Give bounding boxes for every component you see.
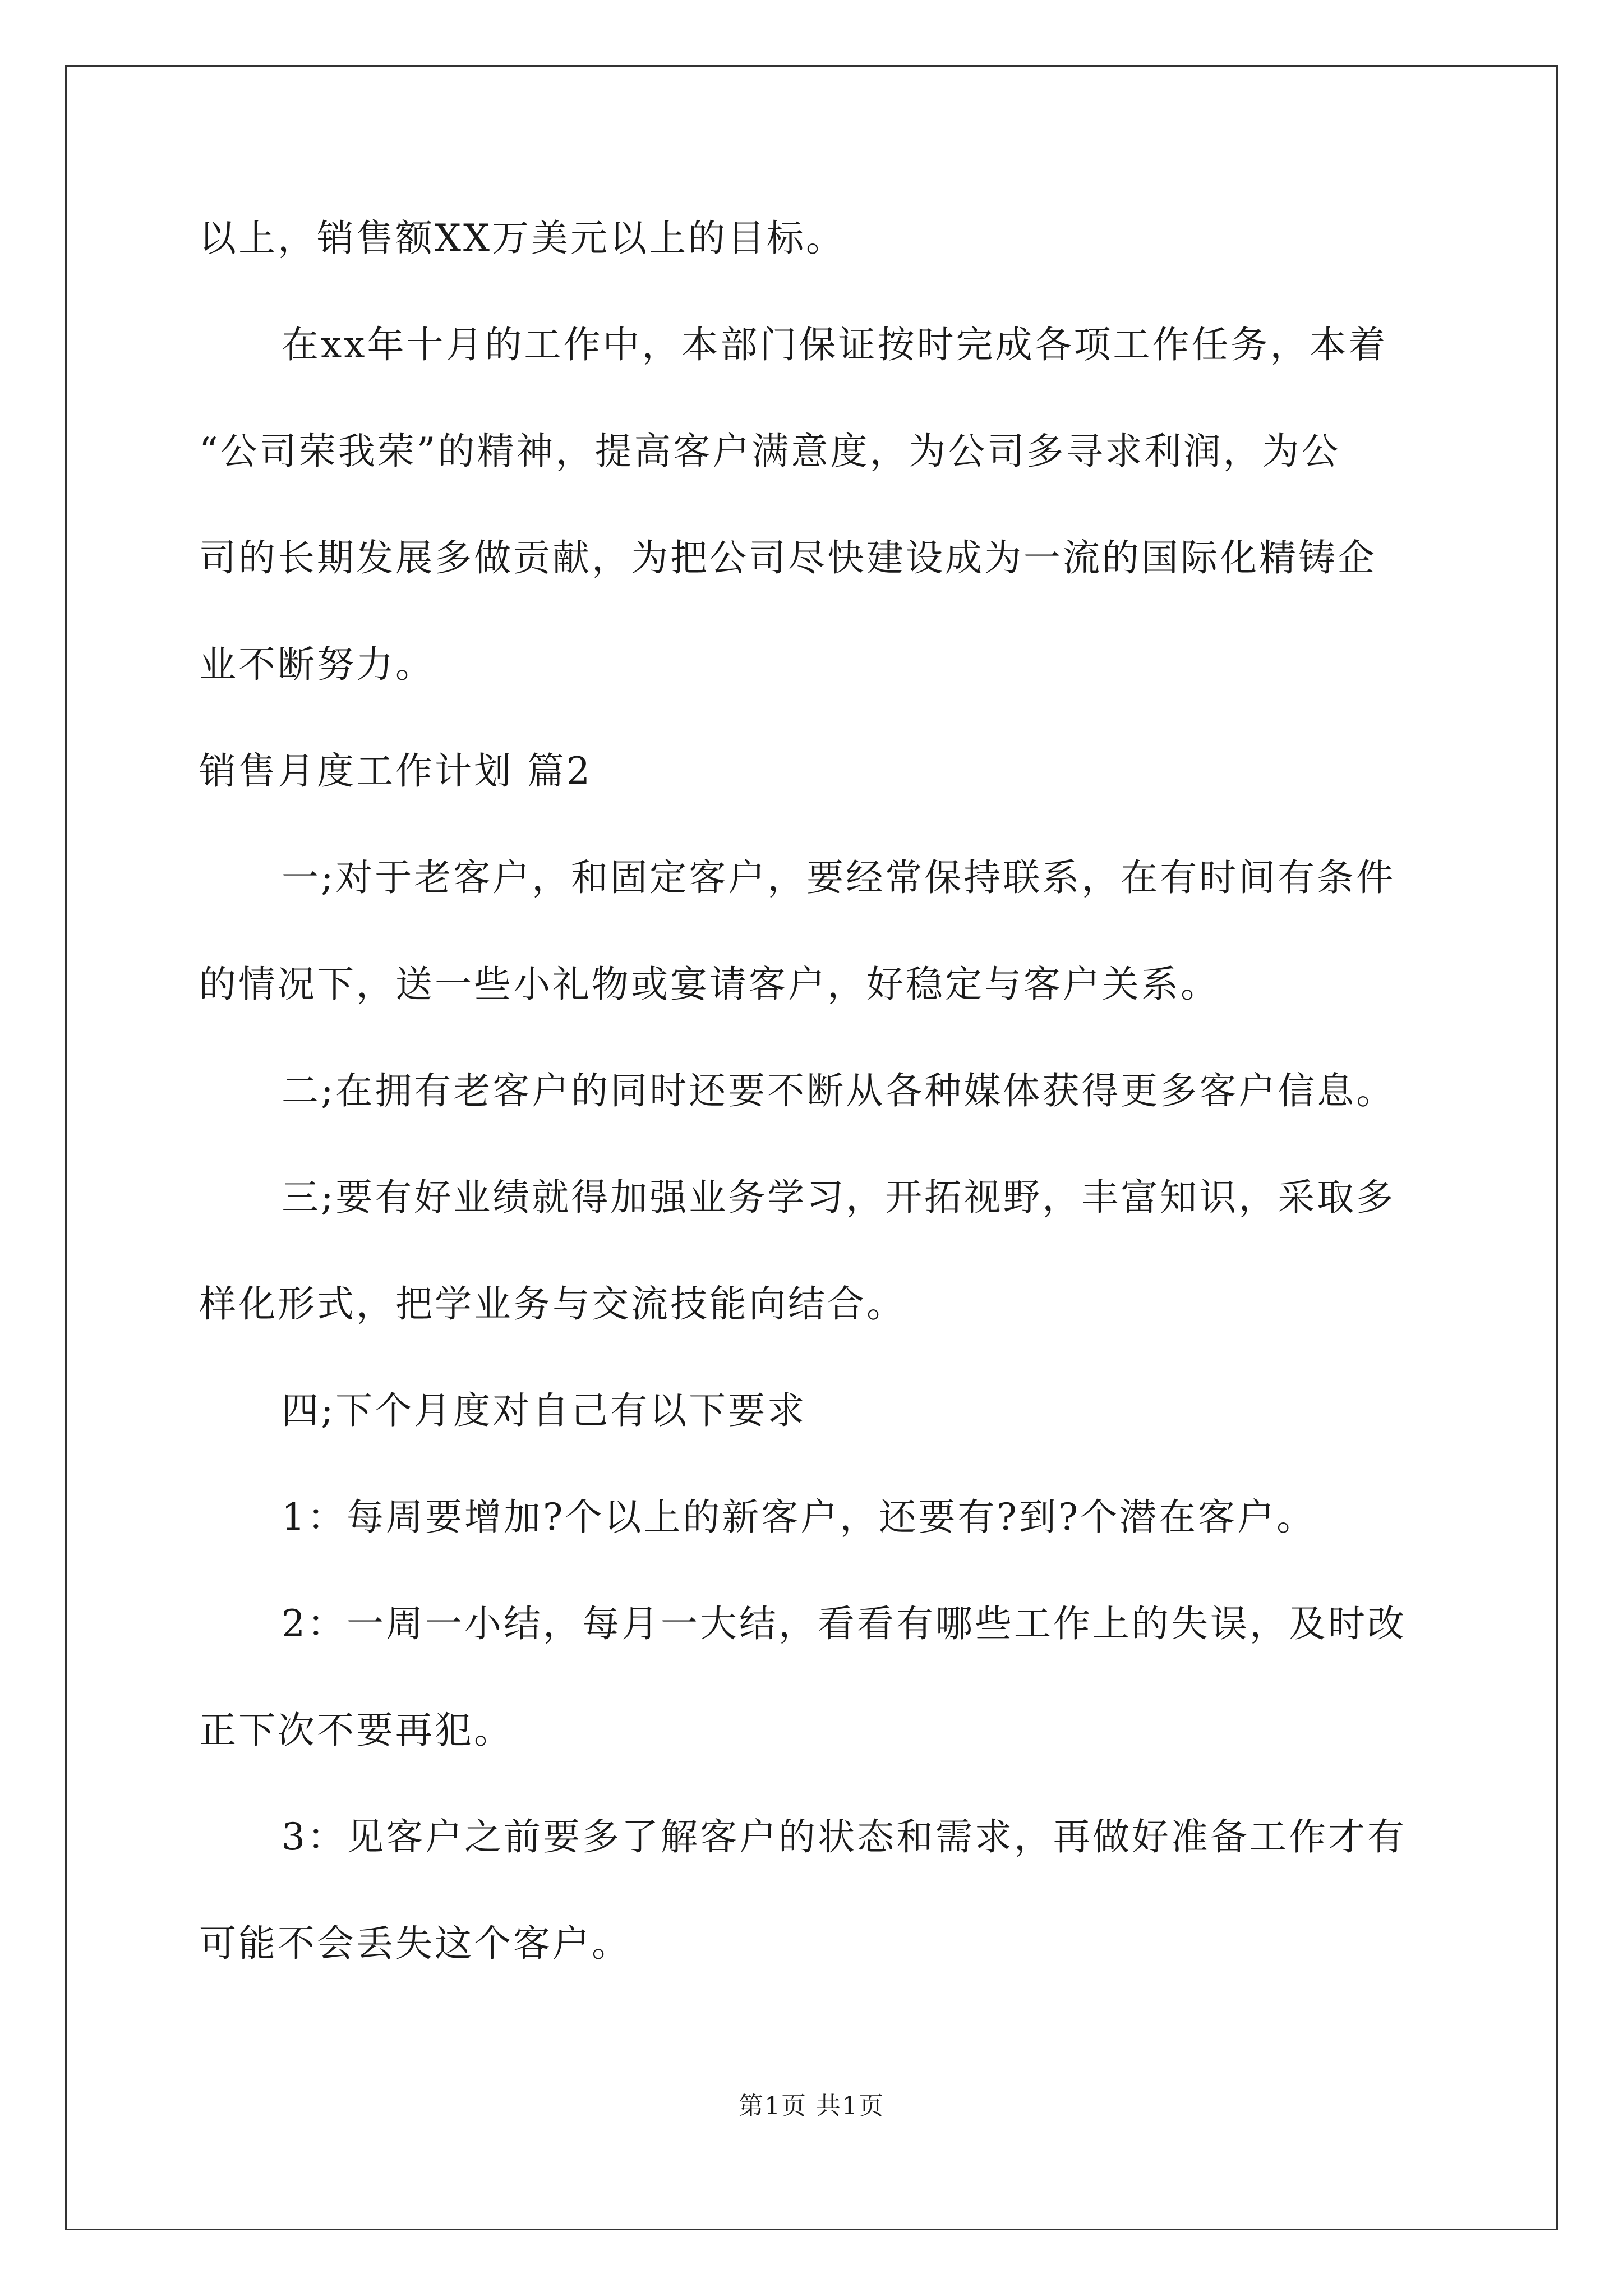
paragraph-line: 三;要有好业绩就得加强业务学习，开拓视野，丰富知识，采取多 (282, 1176, 1396, 1219)
paragraph-line: 以上，销售额XX万美元以上的目标。 (199, 217, 845, 260)
paragraph-line: 正下次不要再犯。 (199, 1709, 513, 1752)
paragraph-line: “公司荣我荣”的精神，提高客户满意度，为公司多寻求利润，为公 (199, 430, 1341, 473)
paragraph-line: 司的长期发展多做贡献，为把公司尽快建设成为一流的国际化精铸企 (199, 536, 1377, 579)
paragraph-line: 可能不会丢失这个客户。 (199, 1922, 631, 1965)
paragraph-line: 二;在拥有老客户的同时还要不断从各种媒体获得更多客户信息。 (282, 1069, 1396, 1112)
paragraph-line: 样化形式，把学业务与交流技能向结合。 (199, 1282, 906, 1326)
paragraph-line: 1：每周要增加?个以上的新客户，还要有?到?个潜在客户。 (282, 1496, 1316, 1539)
paragraph-line: 在xx年十月的工作中，本部门保证按时完成各项工作任务，本着 (282, 323, 1388, 366)
page-footer: 第1页 共1页 (739, 2092, 884, 2120)
paragraph-line: 四;下个月度对自己有以下要求 (282, 1389, 807, 1432)
paragraph-line: 的情况下，送一些小礼物或宴请客户，好稳定与客户关系。 (199, 963, 1220, 1006)
paragraph-line: 一;对于老客户，和固定客户，要经常保持联系，在有时间有条件 (282, 856, 1396, 899)
section-heading: 销售月度工作计划 篇2 (199, 749, 592, 793)
paragraph-line: 2：一周一小结，每月一大结，看看有哪些工作上的失误，及时改 (282, 1602, 1407, 1645)
page-border (65, 65, 1558, 2230)
paragraph-line: 业不断努力。 (199, 643, 435, 686)
paragraph-line: 3：见客户之前要多了解客户的状态和需求，再做好准备工作才有 (282, 1815, 1407, 1858)
